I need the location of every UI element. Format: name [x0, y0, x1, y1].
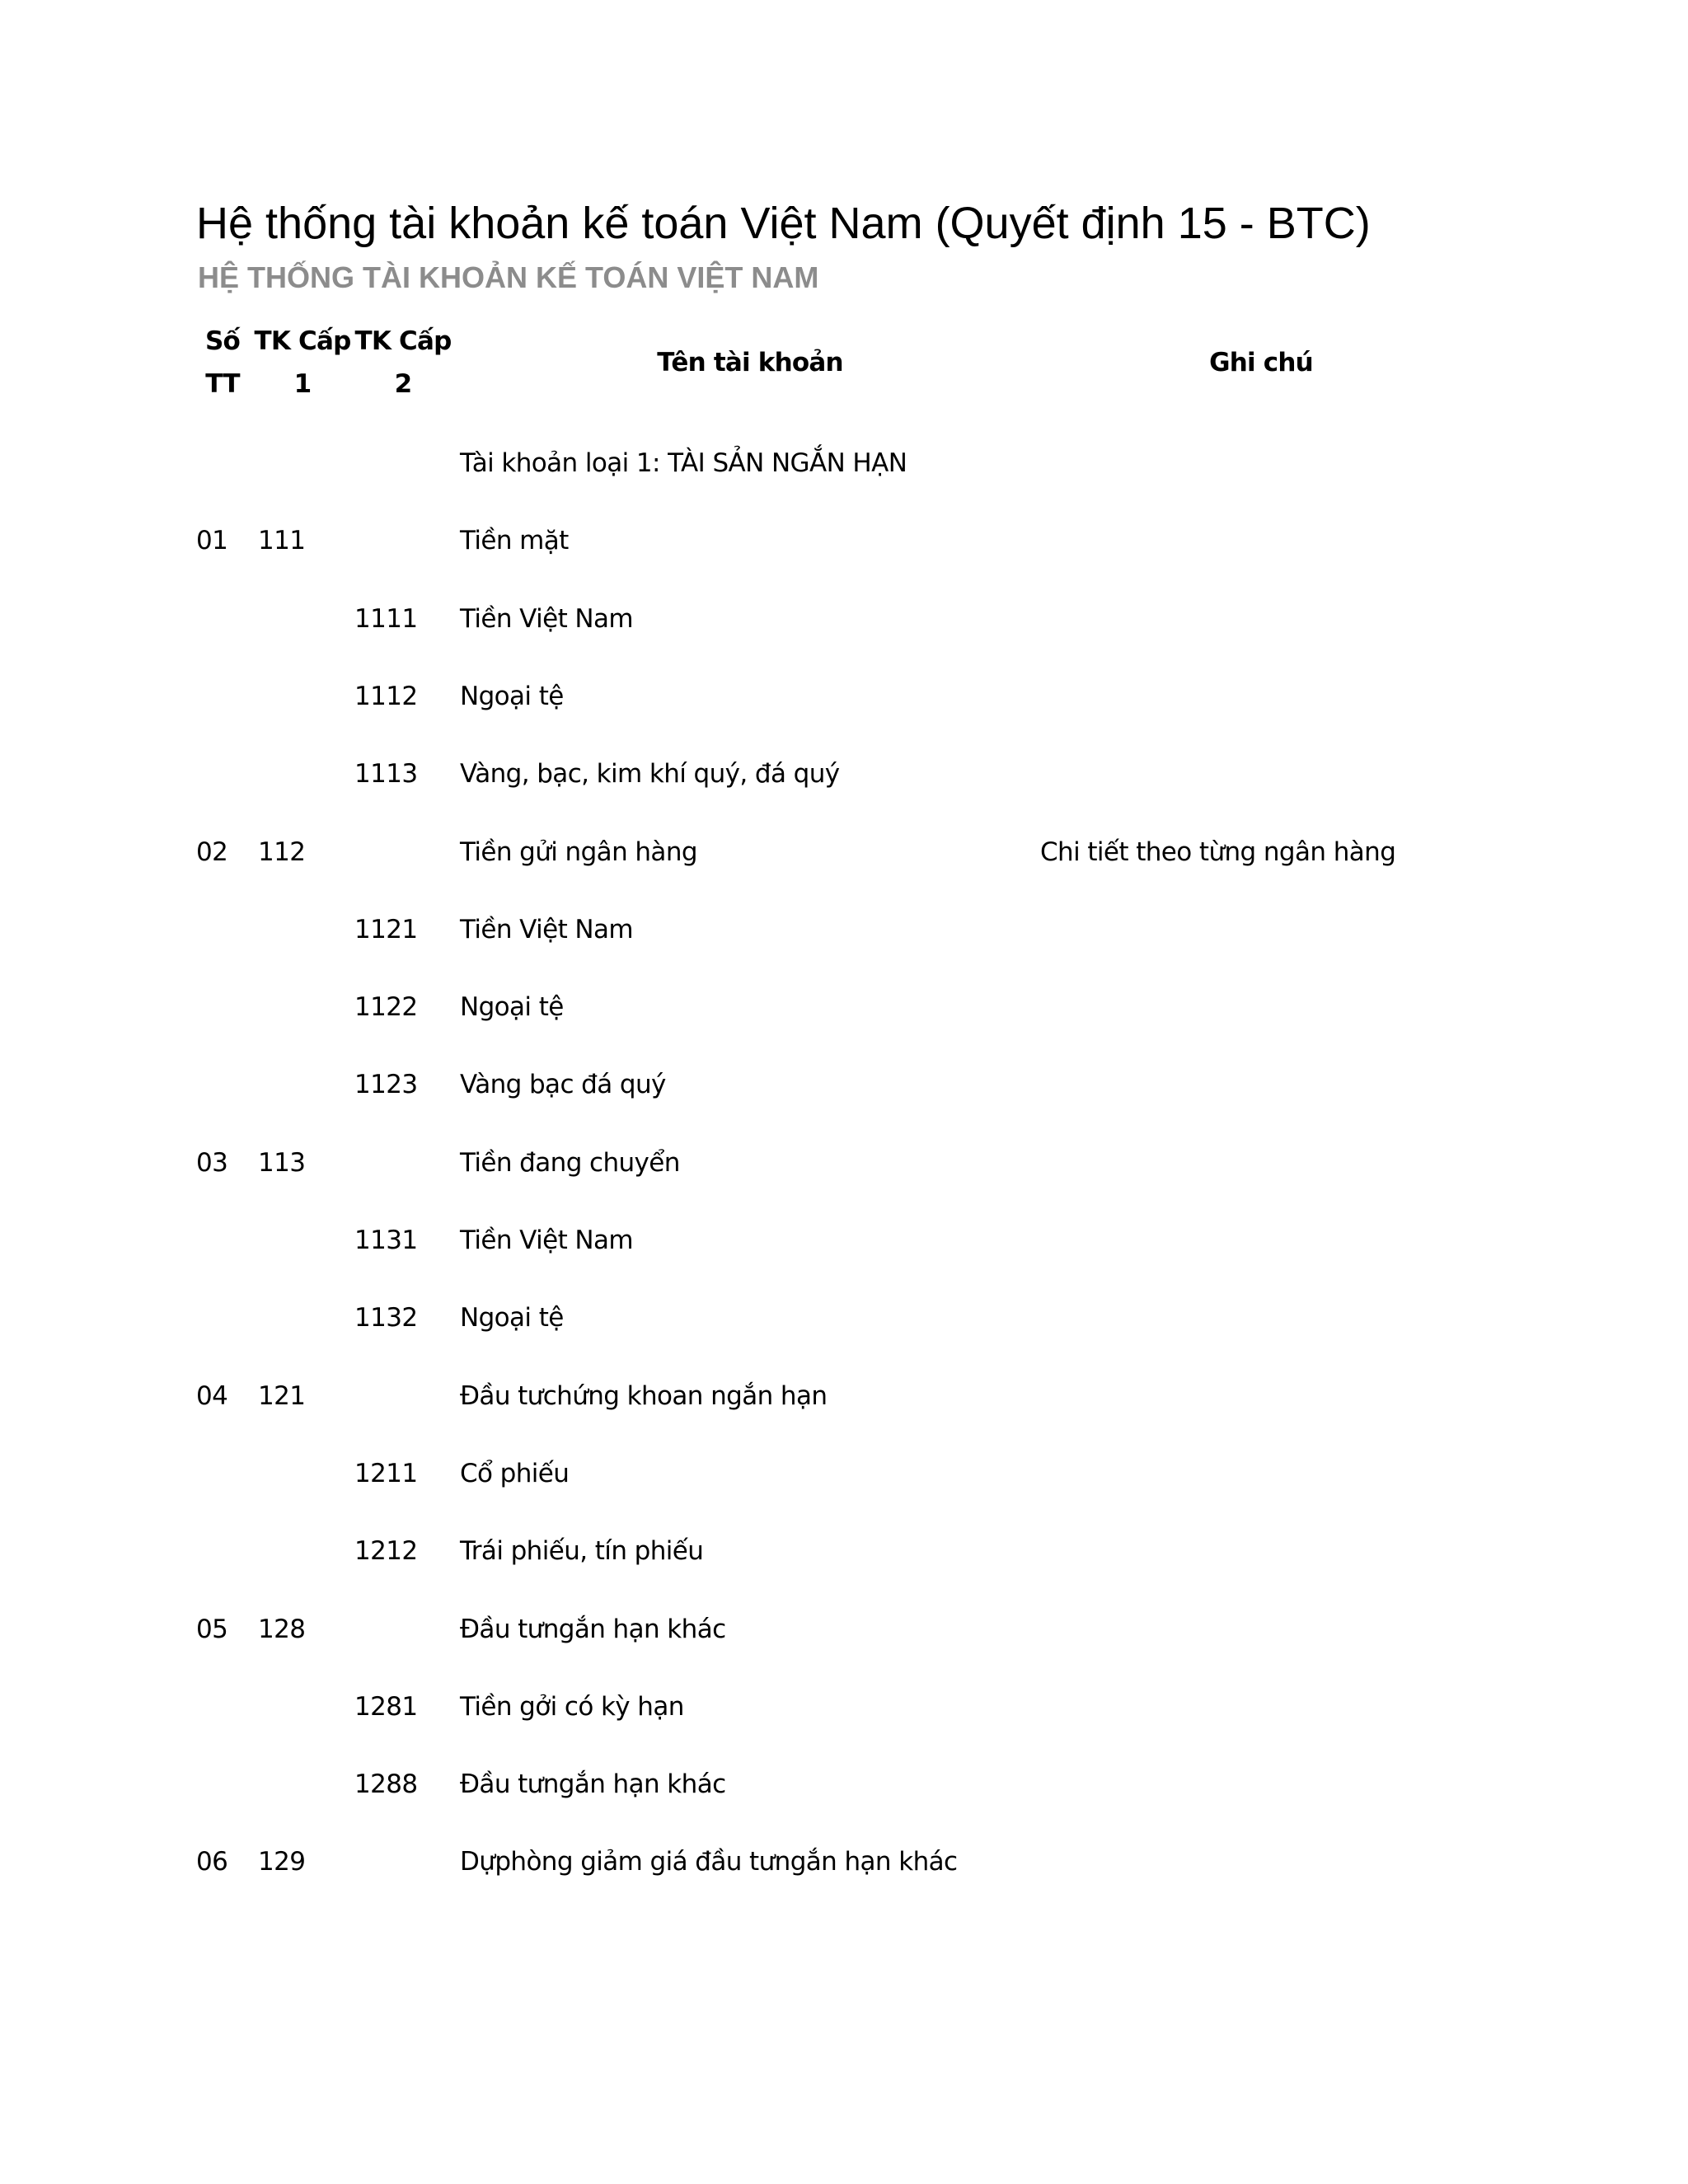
cell-name: Đầu tưngắn hạn khác: [460, 1769, 726, 1799]
cell-level2: 1112: [354, 682, 418, 711]
cell-name: Tiền mặt: [460, 526, 569, 555]
cell-name: Đầu tưchứng khoan ngắn hạn: [460, 1381, 828, 1411]
cell-level1: 113: [258, 1148, 306, 1178]
header-stt: [196, 320, 249, 405]
cell-level1: 121: [258, 1381, 306, 1411]
cell-level2: 1211: [354, 1459, 418, 1488]
cell-level1: 112: [258, 837, 306, 867]
cell-note: Chi tiết theo từng ngân hàng: [1040, 837, 1396, 867]
cell-level2: 1131: [354, 1226, 418, 1255]
header-level1-line1: TK Cấp: [254, 326, 351, 356]
header-stt-line1: Số: [204, 326, 241, 356]
cell-name: Tiền Việt Nam: [460, 915, 633, 944]
cell-name: Dựphòng giảm giá đầu tưngắn hạn khác: [460, 1847, 958, 1877]
header-note: Ghi chú: [1209, 348, 1313, 377]
header-level2: [354, 320, 452, 405]
cell-level1: 111: [258, 526, 306, 555]
cell-stt: 03: [196, 1148, 228, 1178]
header-name: Tên tài khoản: [657, 348, 843, 377]
cell-name: Vàng, bạc, kim khí quý, đá quý: [460, 759, 840, 789]
cell-stt: 04: [196, 1381, 228, 1411]
cell-name: Tiền gửi ngân hàng: [460, 837, 697, 867]
cell-name: Tiền Việt Nam: [460, 1226, 633, 1255]
page-title: Hệ thống tài khoản kế toán Việt Nam (Quyết định 15 - BTC): [196, 199, 1371, 248]
cell-name: Tiền Việt Nam: [460, 604, 633, 634]
page-subtitle: HỆ THỐNG TÀI KHOẢN KẾ TOÁN VIỆT NAM: [198, 260, 819, 294]
cell-level1: 128: [258, 1615, 306, 1644]
cell-level2: 1123: [354, 1070, 418, 1099]
cell-level2: 1132: [354, 1303, 418, 1333]
cell-level2: 1122: [354, 992, 418, 1022]
cell-name: Ngoại tệ: [460, 992, 564, 1022]
cell-name: Tiền gởi có kỳ hạn: [460, 1692, 684, 1722]
cell-name: Đầu tưngắn hạn khác: [460, 1615, 726, 1644]
cell-name: Trái phiếu, tín phiếu: [460, 1536, 704, 1566]
cell-name: Vàng bạc đá quý: [460, 1070, 666, 1099]
header-level2-line1: TK Cấp: [354, 326, 452, 356]
cell-name: Ngoại tệ: [460, 1303, 564, 1333]
cell-name: Ngoại tệ: [460, 682, 564, 711]
cell-level2: 1288: [354, 1769, 418, 1799]
cell-stt: 05: [196, 1615, 228, 1644]
cell-stt: 02: [196, 837, 228, 867]
cell-level2: 1111: [354, 604, 418, 634]
cell-level1: 129: [258, 1847, 306, 1877]
cell-stt: 01: [196, 526, 228, 555]
header-level2-line2: 2: [394, 369, 412, 399]
header-level1: [254, 320, 351, 405]
cell-name: Cổ phiếu: [460, 1459, 570, 1488]
cell-level2: 1212: [354, 1536, 418, 1566]
cell-level2: 1121: [354, 915, 418, 944]
cell-name: Tiền đang chuyển: [460, 1148, 680, 1178]
header-level1-line2: 1: [293, 369, 312, 399]
cell-level2: 1281: [354, 1692, 418, 1722]
header-stt-line2: TT: [205, 369, 240, 399]
cell-name: Tài khoản loại 1: TÀI SẢN NGẮN HẠN: [460, 448, 907, 478]
cell-stt: 06: [196, 1847, 228, 1877]
cell-level2: 1113: [354, 759, 418, 789]
